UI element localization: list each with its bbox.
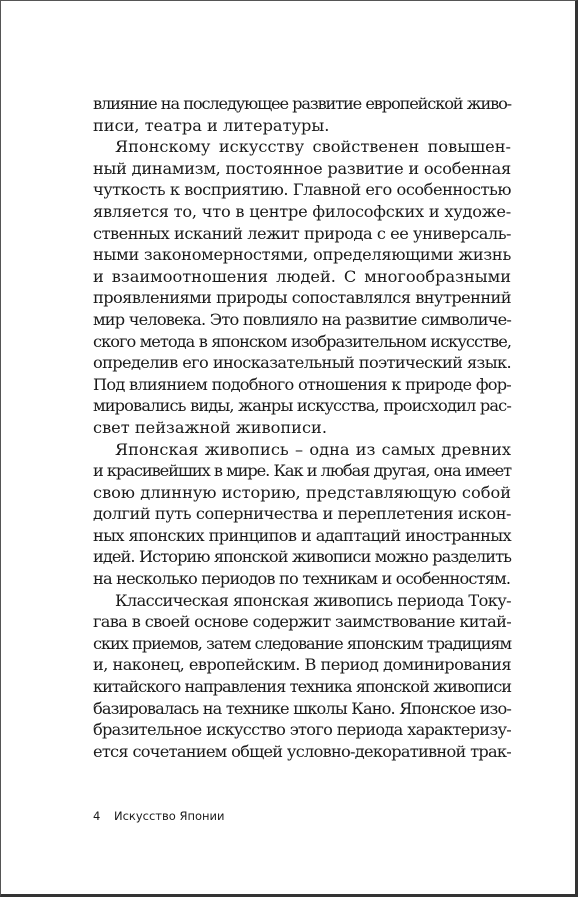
paragraph	[93, 439, 511, 590]
page-number: 4	[93, 809, 101, 823]
text-line: писи, театра и литературы.	[93, 115, 330, 135]
paragraph	[93, 136, 511, 438]
text-line: ских приемов, затем следование японским традициям	[93, 633, 511, 653]
text-line: базировалась на технике школы Кано. Японское изо-	[93, 698, 511, 718]
text-line: ского метода в японском изобразительном искусстве,	[93, 331, 511, 351]
text-line: ственных исканий лежит природа с ее универсаль-	[93, 223, 511, 243]
text-line: Японская живопись – одна из самых древних	[115, 439, 511, 459]
text-line: Японскому искусству свойственен повышен-	[115, 137, 511, 157]
text-line: идей. Историю японской живописи можно разделить	[93, 547, 511, 567]
text-line: мировались виды, жанры искусства, происходил рас-	[93, 396, 511, 416]
text-line: мир человека. Это повлияло на развитие символиче-	[93, 309, 511, 329]
paragraph	[93, 93, 511, 136]
running-title: Искусство Японии	[113, 809, 225, 823]
text-line: проявлениями природы сопоставлялся внутренний	[93, 288, 511, 308]
page-footer	[93, 809, 225, 823]
text-line: на несколько периодов по техникам и особенностям.	[93, 569, 511, 589]
text-line: ный динамизм, постоянное развитие и особенная	[93, 158, 511, 178]
text-line: и, наконец, европейским. В период доминирования	[93, 655, 511, 675]
text-line: и красивейших в мире. Как и любая другая, она имеет	[93, 461, 511, 481]
paragraph	[93, 590, 511, 763]
text-line: Под влиянием подобного отношения к природе фор-	[93, 374, 511, 394]
text-line: ных японских принципов и адаптаций иностранных	[93, 525, 511, 545]
body-text	[93, 93, 511, 762]
text-line: свет пейзажной живописи.	[93, 417, 327, 437]
text-line: влияние на последующее развитие европейской живо-	[93, 94, 511, 113]
text-line: ными закономерностями, определяющими жизнь	[93, 245, 511, 265]
text-line: чуткость к восприятию. Главной его особенностью	[93, 180, 511, 200]
text-line: ется сочетанием общей условно-декоративной трак-	[93, 741, 511, 761]
text-line: определив его иносказательный поэтический язык.	[93, 353, 511, 373]
text-line: Классическая японская живопись периода Току-	[115, 590, 511, 610]
text-line: гава в своей основе содержит заимствование китай-	[93, 612, 511, 632]
text-line: бразительное искусство этого периода характеризу-	[93, 720, 511, 740]
text-line: долгий путь соперничества и переплетения искон-	[93, 504, 511, 524]
text-line: является то, что в центре философских и художе-	[93, 201, 511, 221]
text-line: свою длинную историю, представляющую собой	[93, 482, 511, 502]
text-line: и взаимоотношения людей. С многообразными	[93, 266, 511, 286]
text-line: китайского направления техника японской живописи	[93, 677, 511, 697]
